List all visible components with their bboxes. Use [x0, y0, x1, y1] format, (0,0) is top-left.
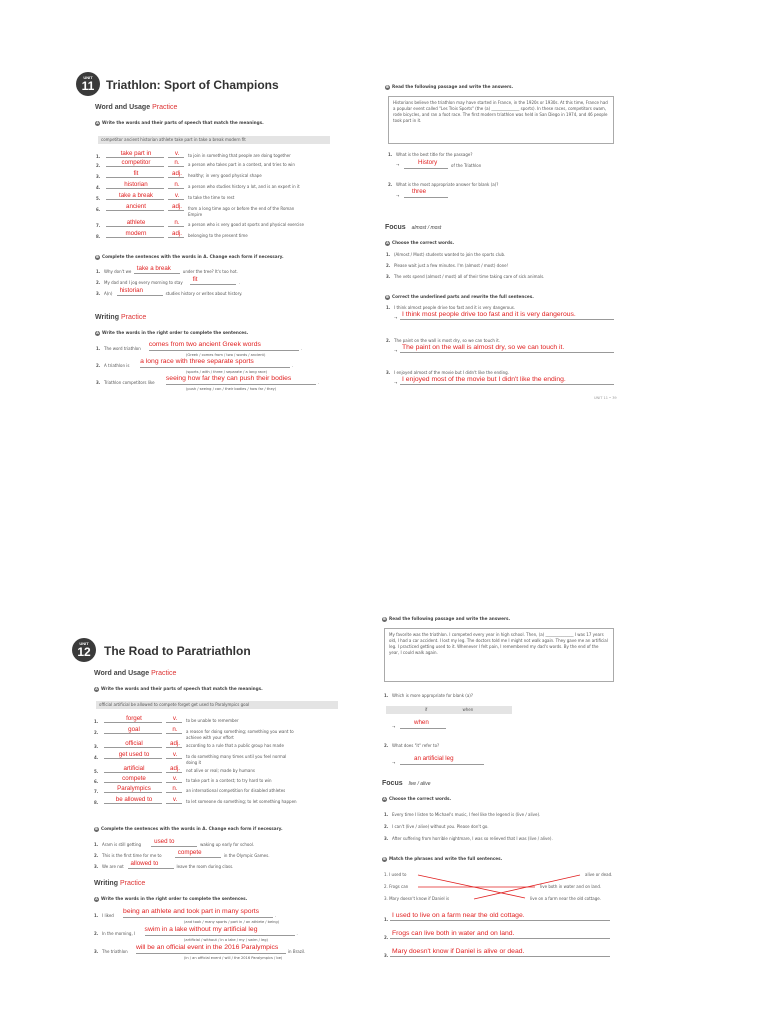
item-number: 8. — [96, 234, 101, 239]
item-word: athlete — [126, 219, 146, 226]
item-number: 1. — [94, 719, 99, 724]
sentence-answer: used to — [154, 838, 175, 845]
original-sentence: The paint on the wall is most dry, so we can touch it. — [394, 338, 501, 343]
arrow: → — [394, 380, 398, 385]
instruction-text: Write the words in the right order to complete the sentences. — [102, 330, 249, 335]
item-pos: n. — [174, 181, 180, 188]
sentence-end: . — [300, 346, 302, 351]
item-pos: adj. — [172, 170, 182, 177]
item-pos: v. — [172, 796, 178, 803]
item-pos: v. — [172, 715, 178, 722]
instruction-text: Correct the underlined parts and rewrite the full sentences. — [392, 294, 534, 299]
focus-subject: live / alive — [408, 781, 431, 787]
instruction-focus-b: B Match the phrases and write the full sentences. — [383, 856, 503, 861]
full-sentence: Mary doesn't know if Daniel is alive or dead. — [392, 948, 525, 955]
sentence-end: . — [296, 931, 298, 936]
item-number: 1. — [96, 154, 101, 159]
item-meaning: to take part in a contest; to try hard to win — [186, 778, 272, 783]
sentence-end: in the Olympic Games. — [223, 853, 270, 858]
match-left-1: 1. I used to — [384, 872, 407, 877]
item-word: be allowed to — [115, 796, 153, 803]
arrow: → — [394, 315, 398, 320]
item-meaning: to be unable to remember — [186, 718, 239, 723]
choice-sentence: I can't (live / alive) without you. Please don't go. — [392, 824, 489, 829]
word-bank: official artificial be allowed to compete forget get used to Paralympics goal — [96, 701, 338, 709]
item-number: 2. — [386, 338, 391, 343]
reading-passage: My favorite was the triathlon. I competed every year in high school. Then, (a) ______________ I was 17 years old, I had a car accident. I lost my leg. The doctors told me I might not walk again. They gave me an artificial leg. I practiced getting used to it. Whenever I felt pain, I remembered my dad's words. By the end of the year, I could walk again. — [384, 628, 614, 682]
choice-sentence: The vets spend (almost / most) all of their time taking care of sick animals. — [394, 274, 545, 279]
instruction-a: A Write the words and their parts of speech that match the meanings. — [96, 120, 264, 125]
unit-title: Triathlon: Sport of Champions — [106, 78, 279, 92]
instruction-text: Choose the correct words. — [389, 796, 452, 801]
instruction-text: Complete the sentences with the words in A. Change each form if necessary. — [101, 826, 283, 831]
sentence-answer: allowed to — [130, 860, 159, 867]
item-number: 1. — [384, 812, 389, 817]
option-if: if — [424, 707, 428, 712]
match-left-3: 3. Mary doesn't know if Daniel is — [384, 896, 450, 901]
unit-title: The Road to Paratriathlon — [104, 644, 251, 658]
question-1: What is the best title for the passage? — [396, 152, 473, 157]
answer-1: when — [414, 719, 429, 726]
match-line-1 — [418, 875, 525, 898]
item-pos: v. — [174, 150, 180, 157]
item-meaning-cont: doing it — [186, 760, 202, 765]
instruction-b: B Complete the sentences with the words in A. Change each form if necessary. — [95, 826, 283, 831]
item-number: 1. — [386, 305, 391, 310]
answer-1: History — [418, 159, 438, 166]
item-word: historian — [124, 181, 148, 188]
item-number: 2. — [384, 824, 389, 829]
item-number: 3. — [384, 836, 389, 841]
item-pos: n. — [172, 726, 178, 733]
item-word: fit — [133, 170, 139, 177]
sentence-end: . — [317, 380, 320, 385]
item-pos: n. — [174, 159, 180, 166]
sentence-end: studies history or writes about history. — [165, 291, 243, 296]
item-word: official — [125, 740, 143, 747]
item-number: 4. — [94, 755, 99, 760]
item-number: 2. — [94, 730, 99, 735]
item-number: 2. — [94, 853, 99, 858]
item-meaning-cont: achieve with your effort — [186, 735, 234, 740]
item-number: 6. — [96, 207, 101, 212]
answer-1-suffix: of the Triathlon — [451, 163, 482, 168]
section-heading-text: Word and Usage — [94, 670, 150, 677]
item-number: 5. — [96, 196, 101, 201]
item-number: 1. — [94, 913, 99, 918]
section-heading-suffix: Practice — [151, 670, 177, 677]
instruction-focus-a: A Choose the correct words. — [383, 796, 452, 801]
item-pos: adj. — [172, 203, 182, 210]
item-meaning: not alive or real; made by humans — [186, 768, 255, 773]
sentence-end: . — [292, 363, 294, 368]
sentence-answer: historian — [119, 287, 143, 294]
unit-badge-number: 12 — [77, 645, 91, 659]
question-2: What is the most appropriate answer for blank (a)? — [396, 182, 499, 187]
item-number: 3. — [96, 291, 101, 296]
match-right-1: alive or dead. — [585, 872, 613, 877]
reading-passage: Historians believe the triathlon may have started in France, in the 1920s or 1930s. At this time, France had a popular event called "Les Trois Sports" (the (a) ______________ sports). In these races, competitors swam, rode bicycles, and ran a foot race. The first modern triathlon was held in San Diego in 1974, and 46 people took part in it. — [388, 96, 614, 144]
instruction-reading: B Read the following passage and write the answers. — [386, 84, 514, 89]
question-2: What does "it" refer to? — [392, 743, 440, 748]
instruction-text: Write the words and their parts of speech that match the meanings. — [102, 120, 264, 125]
item-number: 3. — [94, 949, 99, 954]
original-sentence: I enjoyed almost of the movie but I didn't like the ending. — [394, 370, 509, 375]
sentence-start: In the morning, I — [102, 931, 136, 936]
sentence-end: . — [238, 280, 240, 285]
item-number: 7. — [94, 789, 99, 794]
corrected-sentence: The paint on the wall is almost dry, so we can touch it. — [402, 344, 565, 351]
sentence-start: My dad and I jog every morning to stay — [104, 280, 183, 285]
item-pos: adj. — [172, 230, 182, 237]
answer-2: an artificial leg — [414, 755, 454, 762]
answer-line — [390, 956, 610, 957]
item-pos: n. — [172, 785, 178, 792]
instruction-text: Choose the correct words. — [392, 240, 455, 245]
item-number: 5. — [94, 769, 99, 774]
unit-badge-label: UNIT — [79, 641, 89, 646]
instruction-text: Write the words in the right order to complete the sentences. — [101, 896, 248, 901]
item-word: take part in — [120, 150, 152, 157]
item-meaning: from a long time ago or before the end of the Roman — [188, 206, 295, 211]
item-meaning: a person who is very good at sports and physical exercise — [188, 222, 304, 227]
choice-sentence: (Almost / Most) students wanted to join the sports club. — [394, 252, 506, 257]
item-number: 8. — [94, 800, 99, 805]
item-number: 3. — [94, 864, 99, 869]
item-pos: v. — [172, 775, 178, 782]
item-word: competitor — [121, 159, 151, 166]
instruction-focus-b: B Correct the underlined parts and rewrite the full sentences. — [386, 294, 534, 299]
sentence-start: This is the first time for me to — [102, 853, 162, 858]
item-pos: adj. — [170, 765, 180, 772]
sentence-end: . — [275, 913, 277, 918]
sentence-start: A(n) — [104, 291, 113, 296]
item-word: compete — [122, 775, 146, 782]
section-heading-suffix: Practice — [120, 314, 147, 321]
item-number: 1. — [94, 842, 99, 847]
item-meaning: to let someone do something; to let something happen — [186, 799, 297, 804]
sentence-end: under the tree? It's too hot. — [182, 269, 238, 274]
sentence-answer: compete — [177, 849, 202, 856]
page-footer: UNIT 11 • 39 — [594, 396, 617, 400]
focus-heading-text: Focus — [385, 224, 406, 231]
choice-sentence: Every time I listen to Michael's music, I feel like the legend is (live / alive). — [392, 812, 541, 817]
item-meaning: a person who takes part in a contest, and tries to win — [188, 162, 295, 167]
unit-badge-number: 11 — [81, 79, 95, 93]
section-heading-suffix: Practice — [119, 880, 146, 887]
full-sentence: I used to live on a farm near the old cottage. — [392, 912, 525, 919]
sentence-answer: fit — [192, 276, 198, 283]
instruction-text: Match the phrases and write the full sentences. — [389, 856, 503, 861]
word-hint: (sports / with / three / separate / a long race) — [186, 370, 268, 374]
item-number: 2. — [96, 163, 101, 168]
original-sentence: I think almost people drive too fast and it is very dangerous. — [394, 305, 516, 310]
item-number: 3. — [96, 380, 101, 385]
item-number: 2. — [384, 935, 389, 940]
item-meaning: to join in something that people are doing together — [188, 153, 291, 158]
item-number: 2. — [96, 280, 101, 285]
item-number: 1. — [386, 252, 391, 257]
sentence-answer: swim in a lake without my artificial leg — [144, 926, 258, 933]
sentence-answer: seeing how far they can push their bodies — [165, 375, 292, 382]
item-number: 3. — [386, 274, 391, 279]
item-number: 3. — [386, 370, 391, 375]
option-when: when — [462, 707, 474, 712]
item-number: 1. — [96, 346, 101, 351]
word-bank: competitor ancient historian athlete take part in take a break modern fit — [98, 136, 330, 144]
sentence-start: A triathlon is — [104, 363, 130, 368]
unit-badge-label: UNIT — [83, 75, 93, 80]
sentence-start: We are not — [102, 864, 124, 869]
item-meaning: to do something many times until you feel normal — [186, 754, 287, 759]
match-right-2: live both in water and on land. — [540, 884, 602, 889]
item-number: 3. — [94, 744, 99, 749]
item-meaning: healthy; in very good physical shape — [188, 173, 262, 178]
item-pos: adj. — [170, 740, 180, 747]
choice-sentence: After suffering from horrible nightmare, I was so relieved that I was (live / alive). — [392, 836, 553, 841]
item-word: modern — [125, 230, 147, 237]
item-word: goal — [128, 726, 140, 733]
item-number: 1. — [96, 269, 101, 274]
item-word: artificial — [123, 765, 145, 772]
instruction-text: Write the words and their parts of speech that match the meanings. — [101, 686, 263, 691]
sentence-answer: will be an official event in the 2016 Paralympics — [135, 944, 279, 951]
item-pos: v. — [174, 192, 180, 199]
answer-line — [390, 938, 610, 939]
item-number: 3. — [384, 953, 389, 958]
sentence-start: The word triathlon — [104, 346, 141, 351]
item-number: 2. — [386, 263, 391, 268]
item-number: 2. — [94, 931, 99, 936]
instruction-b: B Complete the sentences with the words in A. Change each form if necessary. — [96, 254, 284, 259]
item-word: Paralympics — [117, 785, 151, 792]
corrected-sentence: I enjoyed most of the movie but I didn't like the ending. — [402, 376, 566, 383]
instruction-text: Complete the sentences with the words in A. Change each form if necessary. — [102, 254, 284, 259]
match-left-2: 2. Frogs can — [384, 884, 409, 889]
arrow: → — [394, 348, 398, 353]
item-meaning-cont: Empire — [188, 212, 203, 217]
instruction-text: Read the following passage and write the answers. — [389, 616, 511, 621]
instruction-writing: A Write the words in the right order to complete the sentences. — [95, 896, 248, 901]
section-heading-text: Writing — [95, 314, 119, 321]
item-meaning: a reason for doing something; something you want to — [186, 729, 294, 734]
sentence-end: waking up early for school. — [200, 842, 255, 847]
section-heading-text: Writing — [94, 880, 118, 887]
corrected-sentence: I think most people drive too fast and it is very dangerous. — [402, 311, 576, 318]
sentence-start: Aram is still getting — [102, 842, 142, 847]
word-hint: (in / an official event / will / the 2016 Paralympics / be) — [184, 956, 283, 960]
item-meaning: an international competition for disabled athletes — [186, 788, 286, 793]
sentence-answer: comes from two ancient Greek words — [148, 341, 261, 348]
instruction-writing: A Write the words in the right order to complete the sentences. — [96, 330, 249, 335]
item-word: forget — [126, 715, 142, 722]
sentence-answer: take a break — [136, 265, 171, 272]
word-hint: (Greek / comes from / two / words / ancient) — [186, 353, 266, 357]
word-hint: (artificial / without / in a lake / my / swim / leg) — [184, 938, 268, 942]
item-meaning: belonging to the present time — [188, 233, 248, 238]
focus-heading-text: Focus — [382, 780, 403, 787]
answer-line — [390, 920, 610, 921]
item-pos: v. — [172, 751, 178, 758]
item-word: get used to — [118, 751, 150, 758]
sentence-start: Why don't we — [104, 269, 132, 274]
answer-2: three — [412, 188, 427, 195]
section-heading-suffix: Practice — [152, 104, 178, 111]
question-1: Which is more appropriate for blank (a)? — [392, 693, 473, 698]
sentence-start: Triathlon competitors like — [104, 380, 155, 385]
choice-sentence: Please wait just a few minutes. I'm (almost / most) done! — [394, 263, 509, 268]
sentence-answer: being an athlete and took part in many sports — [123, 908, 260, 915]
section-heading-text: Word and Usage — [95, 104, 151, 111]
item-meaning: to take the time to rest — [188, 195, 235, 200]
sentence-start: I liked — [102, 913, 114, 918]
item-number: 3. — [96, 174, 101, 179]
item-number: 6. — [94, 779, 99, 784]
item-number: 4. — [96, 185, 101, 190]
focus-subject: almost / most — [411, 225, 442, 231]
item-word: ancient — [126, 203, 146, 210]
instruction-focus-a: A Choose the correct words. — [386, 240, 455, 245]
sentence-answer: a long race with three separate sports — [140, 358, 254, 365]
sentence-end: in Brazil. — [287, 949, 306, 954]
word-hint: (and took / many sports / part in / an athlete / being) — [184, 920, 280, 924]
match-right-3: live on a farm near the old cottage. — [530, 896, 601, 901]
item-meaning: a person who studies history a lot, and is an expert in it — [188, 184, 300, 189]
item-number: 2. — [96, 363, 101, 368]
word-hint: (push / seeing / can / their bodies / how far / they) — [186, 387, 277, 391]
item-number: 7. — [96, 223, 101, 228]
instruction-a: A Write the words and their parts of speech that match the meanings. — [95, 686, 263, 691]
full-sentence: Frogs can live both in water and on land. — [392, 930, 515, 937]
sentence-end: leave the room during class. — [176, 864, 234, 869]
item-pos: n. — [174, 219, 180, 226]
item-word: take a break — [118, 192, 154, 199]
item-number: 1. — [384, 917, 389, 922]
instruction-text: Read the following passage and write the answers. — [392, 84, 514, 89]
sentence-start: The triathlon — [102, 949, 128, 954]
instruction-reading: B Read the following passage and write the answers. — [383, 616, 511, 621]
item-meaning: according to a rule that a public group has made — [186, 743, 284, 748]
